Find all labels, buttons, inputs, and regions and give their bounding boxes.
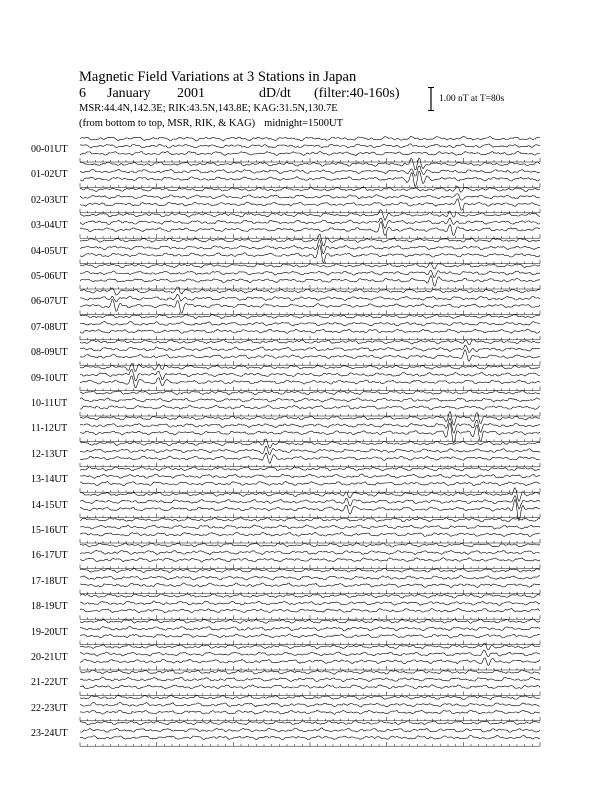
trace-rik [80, 601, 540, 606]
trace-kag [80, 376, 540, 388]
trace-rik [80, 166, 540, 176]
trace-kag [80, 453, 540, 464]
trace-msr [80, 695, 540, 700]
trace-rik [80, 650, 540, 657]
trace-msr [80, 670, 540, 675]
hour-label: 23-24UT [31, 728, 68, 740]
hour-label: 08-09UT [31, 347, 68, 359]
chart-title: Magnetic Field Variations at 3 Stations in Japan [79, 69, 357, 85]
trace-msr [80, 594, 540, 598]
trace-kag [80, 350, 540, 362]
hour-label: 12-13UT [31, 448, 68, 460]
trace-msr [80, 467, 540, 471]
hour-label: 09-10UT [31, 372, 68, 384]
trace-rik [80, 294, 540, 301]
hour-label: 04-05UT [31, 245, 68, 257]
hour-label: 17-18UT [31, 575, 68, 587]
stations-label: MSR:44.4N,142.3E; RIK:43.5N,143.8E; KAG:31.5N,130.7E [79, 103, 338, 114]
trace-msr [80, 390, 540, 395]
hour-label: 05-06UT [31, 271, 68, 282]
hour-label: 02-03UT [31, 194, 68, 206]
trace-rik [80, 270, 540, 277]
trace-kag [80, 608, 540, 613]
trace-msr [80, 721, 540, 725]
hour-label: 19-20UT [31, 626, 68, 638]
trace-rik [80, 677, 540, 682]
trace-msr [80, 517, 540, 522]
trace-rik [80, 345, 540, 353]
trace-kag [80, 710, 540, 714]
trace-rik [80, 627, 540, 631]
minute-ticks [80, 361, 540, 365]
minute-ticks [80, 285, 540, 289]
trace-rik [80, 369, 540, 381]
minute-ticks [80, 666, 540, 670]
minute-ticks [80, 437, 540, 441]
trace-kag [80, 658, 540, 665]
minute-ticks [80, 260, 540, 264]
trace-rik [80, 398, 540, 402]
trace-msr [80, 543, 540, 547]
minute-ticks [80, 717, 540, 721]
hour-label: 21-22UT [31, 677, 68, 689]
minute-ticks [80, 691, 540, 695]
trace-kag [80, 634, 540, 638]
hour-label: 16-17UT [31, 550, 68, 562]
month-label: January [107, 86, 151, 101]
minute-ticks [80, 514, 540, 518]
trace-msr [80, 568, 540, 572]
trace-rik [80, 728, 540, 732]
minute-ticks [80, 590, 540, 594]
minute-ticks [80, 463, 540, 467]
trace-kag [80, 583, 540, 588]
hour-label: 15-16UT [31, 525, 68, 536]
trace-kag [80, 151, 540, 156]
trace-rik [80, 550, 540, 554]
hour-label: 14-15UT [31, 499, 68, 511]
minute-ticks [80, 183, 540, 187]
trace-rik [80, 322, 540, 327]
hour-label: 00-01UT [31, 144, 68, 155]
trace-rik [80, 194, 540, 201]
trace-msr [80, 619, 540, 623]
trace-kag [80, 199, 540, 210]
minute-ticks [80, 564, 540, 568]
trace-msr [80, 339, 540, 344]
hour-label: 11-12UT [31, 423, 68, 435]
minute-ticks [80, 488, 540, 492]
hour-label: 01-02UT [31, 169, 68, 181]
trace-rik [80, 496, 540, 510]
year-label: 2001 [177, 86, 205, 101]
trace-kag [80, 481, 540, 485]
trace-kag [80, 532, 540, 536]
minute-ticks [80, 234, 540, 238]
trace-kag [80, 405, 540, 409]
midnight-label: midnight=1500UT [264, 118, 344, 129]
trace-rik [80, 702, 540, 707]
trace-rik [80, 525, 540, 529]
trace-rik [80, 446, 540, 454]
trace-rik [80, 418, 540, 433]
hour-label: 13-14UT [31, 474, 68, 486]
trace-kag [80, 558, 540, 562]
trace-kag [80, 685, 540, 689]
hour-label: 06-07UT [31, 296, 68, 308]
day-label: 6 [79, 86, 86, 101]
hour-label: 10-11UT [31, 398, 68, 409]
hour-label: 22-23UT [31, 702, 68, 714]
hour-label: 03-04UT [31, 220, 68, 232]
trace-rik [80, 144, 540, 148]
trace-kag [80, 275, 540, 286]
trace-rik [80, 240, 540, 254]
hour-label: 18-19UT [31, 601, 68, 613]
minute-ticks [80, 310, 540, 314]
trace-msr [80, 136, 540, 141]
minute-ticks [80, 641, 540, 645]
minute-ticks [80, 539, 540, 543]
trace-kag [80, 222, 540, 236]
hour-label: 20-21UT [31, 652, 68, 663]
trace-kag [80, 329, 540, 333]
scale-label: 1.00 nT at T=80s [439, 94, 505, 104]
hour-label: 07-08UT [31, 321, 68, 333]
trace-rik [80, 474, 540, 478]
minute-ticks [80, 412, 540, 416]
minute-ticks [80, 158, 540, 162]
trace-msr [80, 314, 540, 318]
trace-rik [80, 218, 540, 229]
minute-ticks [80, 209, 540, 213]
minute-ticks [80, 615, 540, 619]
minute-ticks [80, 387, 540, 391]
order-label: (from bottom to top, MSR, RIK, & KAG) [79, 118, 256, 129]
filter-label: (filter:40-160s) [314, 86, 400, 101]
minute-ticks [80, 742, 540, 746]
trace-kag [80, 735, 540, 739]
minute-ticks [80, 336, 540, 340]
component-label: dD/dt [259, 86, 291, 101]
trace-rik [80, 576, 540, 580]
